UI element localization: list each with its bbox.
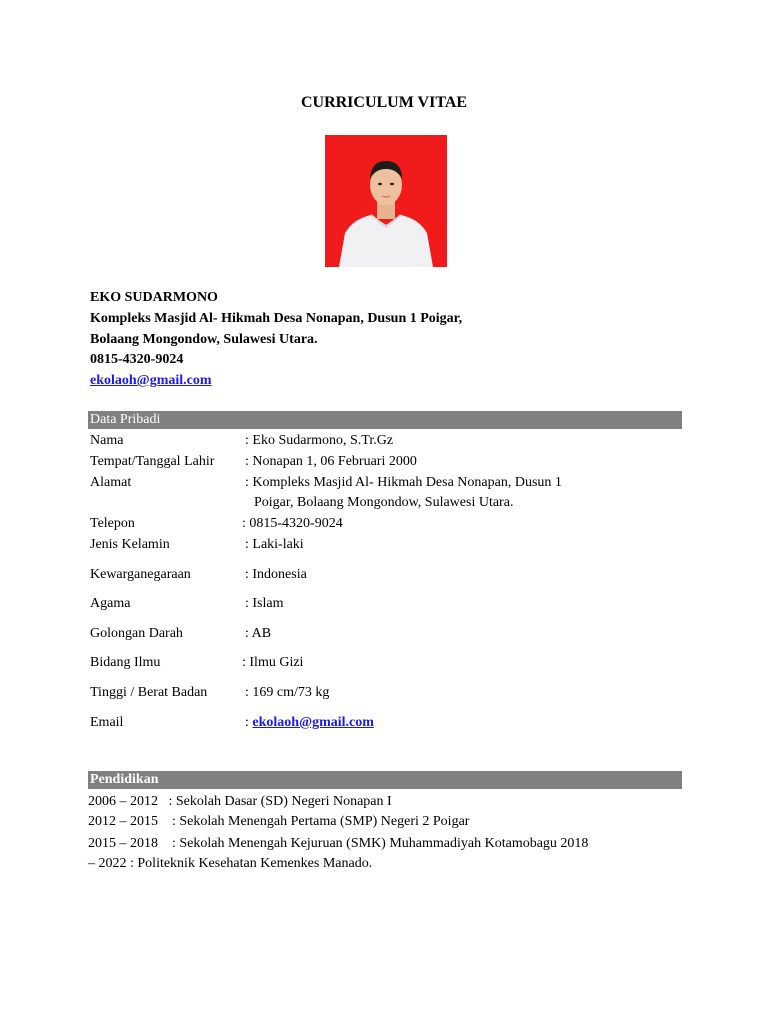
education-item: 2015 – 2018 : Sekolah Menengah Kejuruan (SMK) Muhammadiyah Kotamobagu 2018 — [88, 836, 589, 851]
info-label: Jenis Kelamin — [90, 537, 170, 552]
email-link[interactable]: ekolaoh@gmail.com — [90, 373, 212, 389]
info-value: : Islam — [245, 596, 284, 611]
info-value: : AB — [245, 626, 272, 641]
info-label: Golongan Darah — [90, 626, 183, 641]
info-label: Bidang Ilmu — [90, 655, 161, 670]
contact-header — [90, 288, 462, 392]
info-value-continuation: Poigar, Bolaang Mongondow, Sulawesi Utara. — [254, 495, 514, 510]
info-label: Tinggi / Berat Badan — [90, 685, 208, 700]
page-title: CURRICULUM VITAE — [300, 94, 468, 111]
info-value: : 169 cm/73 kg — [245, 685, 330, 700]
profile-photo — [325, 135, 447, 267]
info-value: : Nonapan 1, 06 Februari 2000 — [245, 454, 417, 469]
phone-number: 0815-4320-9024 — [90, 352, 184, 368]
address-line-2: Bolaang Mongondow, Sulawesi Utara. — [90, 331, 318, 347]
info-label: Tempat/Tanggal Lahir — [90, 454, 215, 469]
info-value: : Kompleks Masjid Al- Hikmah Desa Nonapan, Dusun 1 — [245, 475, 562, 490]
education-item: 2006 – 2012 : Sekolah Dasar (SD) Negeri Nonapan I — [88, 794, 392, 809]
address-line-1: Kompleks Masjid Al- Hikmah Desa Nonapan, Dusun 1 Poigar, — [90, 310, 463, 326]
education-item: 2012 – 2015 : Sekolah Menengah Pertama (SMP) Negeri 2 Poigar — [88, 814, 470, 829]
info-label: Telepon — [90, 516, 135, 531]
info-value: : Ilmu Gizi — [242, 655, 304, 670]
info-label: Agama — [90, 596, 131, 611]
info-value: : Eko Sudarmono, S.Tr.Gz — [245, 433, 394, 448]
info-value: : 0815-4320-9024 — [242, 516, 343, 531]
email-link[interactable]: ekolaoh@gmail.com — [252, 715, 374, 730]
info-label: Kewarganegaraan — [90, 567, 191, 582]
info-label: Nama — [90, 433, 124, 448]
info-label: Email — [90, 715, 124, 730]
section-header-education: Pendidikan — [88, 771, 682, 789]
info-value: : Laki-laki — [245, 537, 304, 552]
info-value: : Indonesia — [245, 567, 307, 582]
info-label: Alamat — [90, 475, 132, 490]
full-name: EKO SUDARMONO — [90, 290, 218, 305]
education-item: – 2022 : Politeknik Kesehatan Kemenkes Manado. — [88, 856, 373, 871]
info-colon: : — [245, 715, 249, 730]
section-header-personal: Data Pribadi — [88, 411, 682, 429]
info-value — [245, 713, 374, 733]
